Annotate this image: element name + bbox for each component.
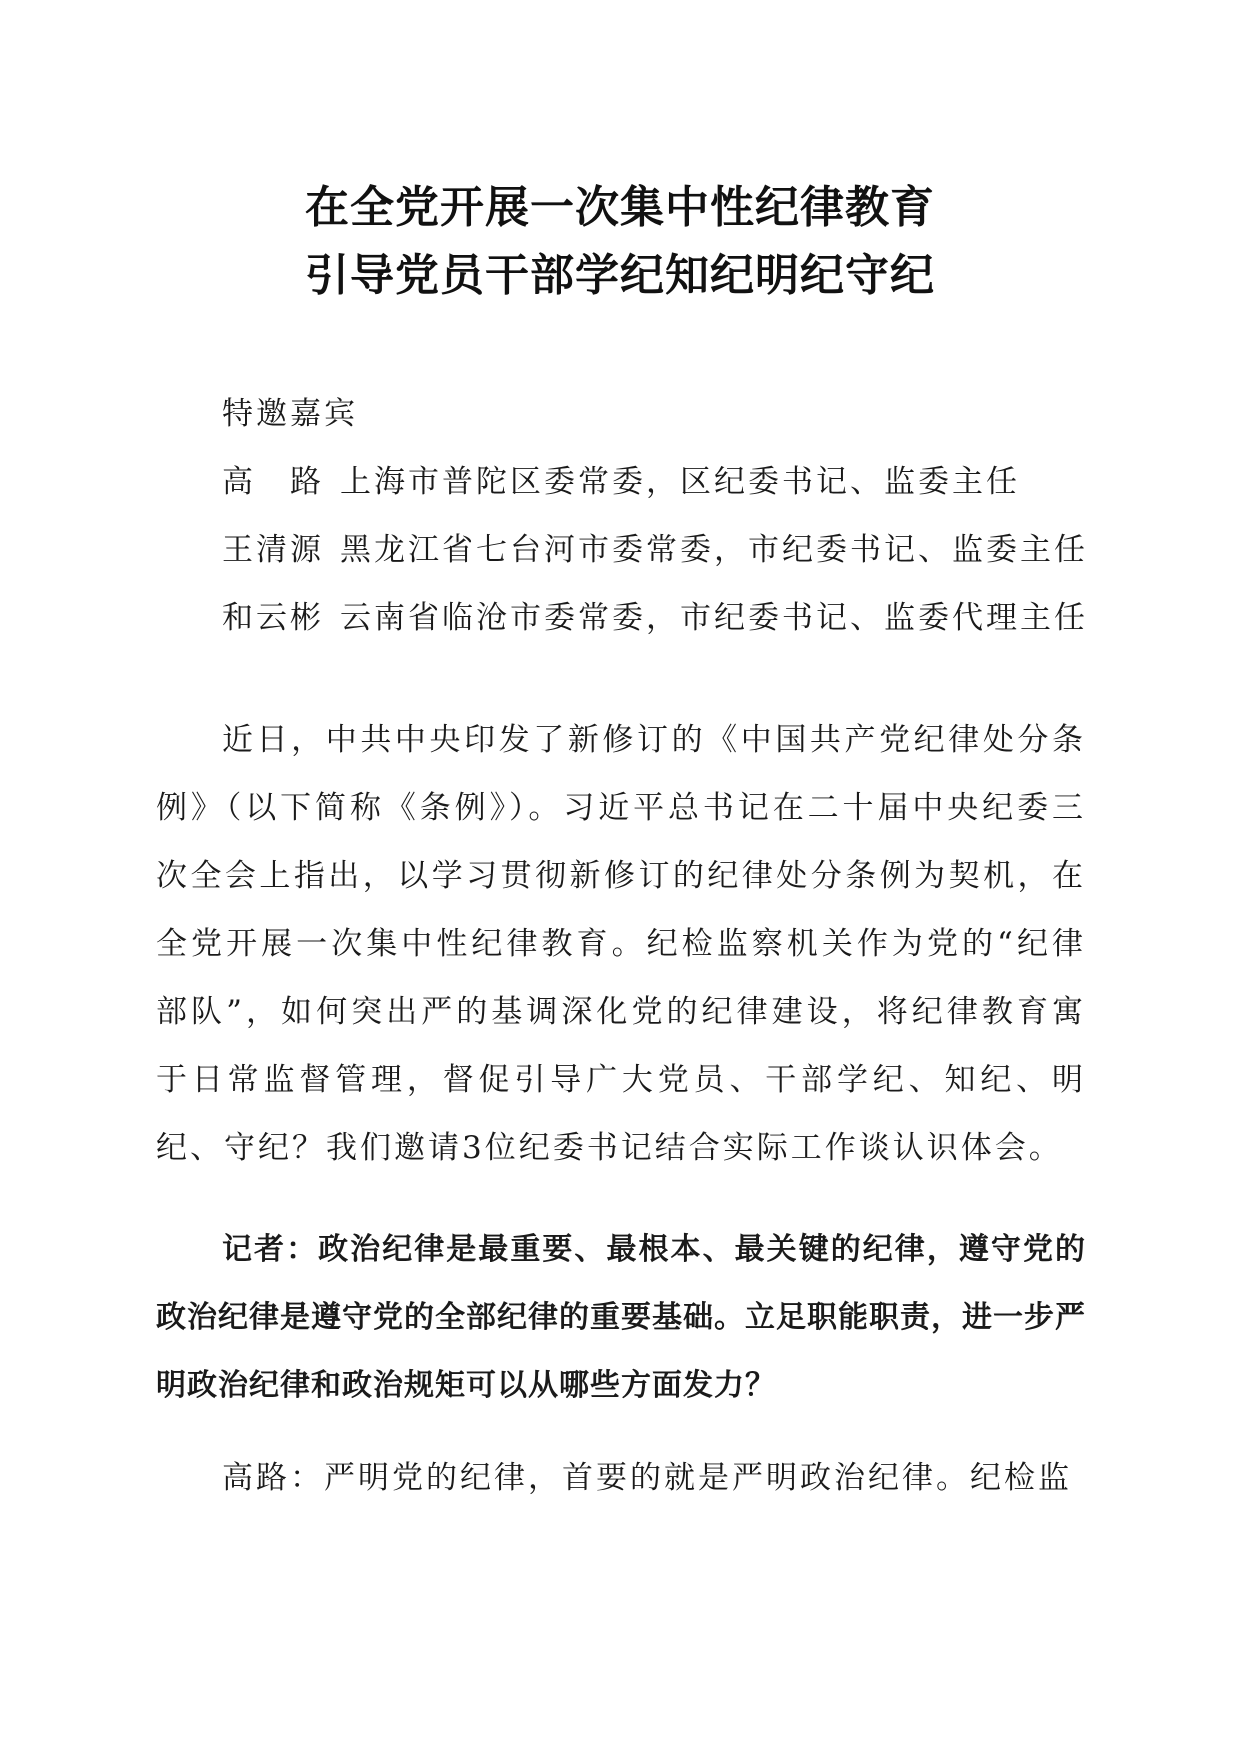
title-line-2: 引导党员干部学纪知纪明纪守纪 (305, 250, 935, 301)
guest-role: 云南省临沧市委常委，市纪委书记、监委代理主任 (340, 600, 1088, 636)
guest-item (222, 584, 1088, 652)
guest-name: 高 路 (222, 464, 324, 500)
title-line-1: 在全党开展一次集中性纪律教育 (305, 182, 935, 233)
guest-name: 和云彬 (222, 600, 324, 636)
guest-role: 黑龙江省七台河市委常委，市纪委书记、监委主任 (340, 532, 1088, 568)
reporter-question: 记者：政治纪律是最重要、最根本、最关键的纪律，遵守党的政治纪律是遵守党的全部纪律的重要基础。立足职能职责，进一步严明政治纪律和政治规矩可以从哪些方面发力？ (156, 1232, 1086, 1403)
guest-heading: 特邀嘉宾 (222, 396, 358, 432)
guest-item (222, 448, 1088, 516)
intro-paragraph: 近日，中共中央印发了新修订的《中国共产党纪律处分条例》（以下简称《条例》）。习近平总书记在二十届中央纪委三次全会上指出，以学习贯彻新修订的纪律处分条例为契机，在全党开展一次集中性纪律教育。纪检监察机关作为党的“纪律部队”，如何突出严的基调深化党的纪律建设，将纪律教育寓于日常监督管理，督促引导广大党员、干部学纪、知纪、明纪、守纪？我们邀请3位纪委书记结合实际工作谈认识体会。 (156, 722, 1086, 1166)
guest-list (222, 380, 1088, 652)
guest-role: 上海市普陀区委常委，区纪委书记、监委主任 (340, 464, 1020, 500)
guest-item (222, 516, 1088, 584)
guest-name: 王清源 (222, 532, 324, 568)
answer-paragraph: 高路：严明党的纪律，首要的就是严明政治纪律。纪检监 (222, 1460, 1072, 1496)
